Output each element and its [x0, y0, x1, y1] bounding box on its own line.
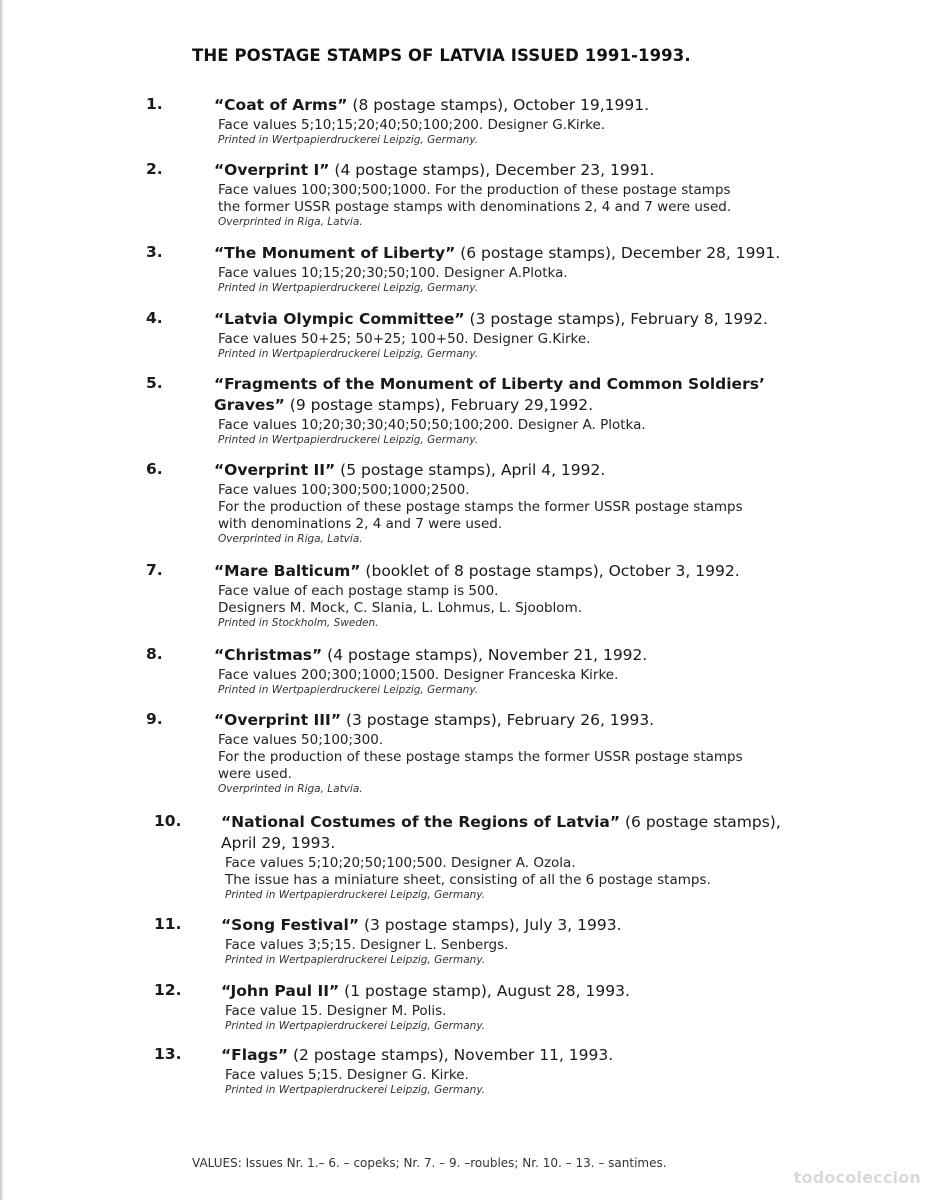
issue-heading [190, 95, 649, 116]
issue-number: 1. [146, 95, 163, 113]
issue-title: “The Monument of Liberty” [214, 244, 456, 262]
printed-location: Printed in Wertpapierdruckerei Leipzig, Germany. [225, 1020, 486, 1032]
issue-heading [197, 1045, 613, 1066]
issue-details: (3 postage stamps), February 8, 1992. [464, 310, 768, 328]
issue-title-continued: Graves” [214, 396, 285, 414]
issue-description-line: Face values 5;10;15;20;40;50;100;200. Designer G.Kirke. [218, 117, 606, 133]
issue-title: “Fragments of the Monument of Liberty and Common Soldiers’ [214, 375, 765, 393]
issue-heading [190, 561, 740, 582]
issue-heading [197, 915, 622, 936]
printed-location: Printed in Stockholm, Sweden. [218, 617, 379, 629]
issue-heading [190, 309, 768, 330]
issue-number: 13. [154, 1045, 182, 1063]
issue-title: “John Paul II” [221, 982, 340, 1000]
printed-location: Printed in Wertpapierdruckerei Leipzig, Germany. [218, 684, 479, 696]
issue-description-line: Face values 50;100;300. [218, 732, 384, 748]
issue-description-line: For the production of these postage stamps the former USSR postage stamps [218, 749, 743, 765]
issue-description-line: Face values 50+25; 50+25; 100+50. Designer G.Kirke. [218, 331, 591, 347]
issue-title: “Coat of Arms” [214, 96, 348, 114]
issue-title: “Mare Balticum” [214, 562, 361, 580]
issue-title: “National Costumes of the Regions of Latvia” [221, 813, 621, 831]
printed-location: Printed in Wertpapierdruckerei Leipzig, Germany. [218, 348, 479, 360]
issue-heading [197, 981, 630, 1002]
issue-number: 4. [146, 309, 163, 327]
issue-number: 7. [146, 561, 163, 579]
issue-details: (4 postage stamps), December 23, 1991. [329, 161, 655, 179]
issue-description-line: Face values 200;300;1000;1500. Designer Franceska Kirke. [218, 667, 619, 683]
issue-title: “Overprint I” [214, 161, 330, 179]
issue-description-line: were used. [218, 766, 292, 782]
issue-description-line: Face values 5;10;20;50;100;500. Designer A. Ozola. [225, 855, 576, 871]
issue-title: “Overprint II” [214, 461, 336, 479]
issue-details-continued: April 29, 1993. [221, 834, 336, 852]
issue-number: 8. [146, 645, 163, 663]
issue-heading [190, 243, 780, 264]
issue-description-line: Face values 5;15. Designer G. Kirke. [225, 1067, 469, 1083]
page-edge-shadow [0, 0, 4, 1200]
issue-heading [190, 645, 647, 666]
printed-location: Overprinted in Riga, Latvia. [218, 216, 363, 228]
printed-location: Printed in Wertpapierdruckerei Leipzig, Germany. [225, 1084, 486, 1096]
issue-heading-continued [214, 395, 593, 416]
issue-number: 11. [154, 915, 182, 933]
issue-description-line: Face values 100;300;500;1000;2500. [218, 482, 470, 498]
issue-details: (8 postage stamps), October 19,1991. [347, 96, 650, 114]
issue-details: (1 postage stamp), August 28, 1993. [339, 982, 630, 1000]
printed-location: Printed in Wertpapierdruckerei Leipzig, Germany. [225, 889, 486, 901]
printed-location: Overprinted in Riga, Latvia. [218, 783, 363, 795]
issue-title: “Latvia Olympic Committee” [214, 310, 465, 328]
page-title: THE POSTAGE STAMPS OF LATVIA ISSUED 1991-1993. [192, 46, 691, 65]
printed-location: Printed in Wertpapierdruckerei Leipzig, Germany. [225, 954, 486, 966]
printed-location: Printed in Wertpapierdruckerei Leipzig, Germany. [218, 434, 479, 446]
issue-details: (3 postage stamps), July 3, 1993. [359, 916, 622, 934]
watermark-logo: todocoleccion [793, 1168, 921, 1187]
issue-number: 5. [146, 374, 163, 392]
issue-details: (6 postage stamps), [620, 813, 781, 831]
issue-details: (5 postage stamps), April 4, 1992. [335, 461, 606, 479]
issue-heading [190, 374, 765, 395]
issue-title: “Song Festival” [221, 916, 360, 934]
issue-details: (booklet of 8 postage stamps), October 3, 1992. [360, 562, 740, 580]
printed-location: Printed in Wertpapierdruckerei Leipzig, Germany. [218, 282, 479, 294]
issue-heading [190, 160, 654, 181]
values-footnote: VALUES: Issues Nr. 1.– 6. – copeks; Nr. 7. – 9. –roubles; Nr. 10. – 13. – santimes. [192, 1156, 667, 1170]
issue-heading [197, 812, 781, 833]
issue-heading-continued [221, 833, 335, 854]
issue-description-line: Face value of each postage stamp is 500. [218, 583, 499, 599]
issue-details: (2 postage stamps), November 11, 1993. [288, 1046, 614, 1064]
issue-title: “Christmas” [214, 646, 323, 664]
issue-number: 9. [146, 710, 163, 728]
issue-details: (3 postage stamps), February 26, 1993. [341, 711, 655, 729]
issue-description-line: the former USSR postage stamps with denominations 2, 4 and 7 were used. [218, 199, 732, 215]
printed-location: Printed in Wertpapierdruckerei Leipzig, Germany. [218, 134, 479, 146]
issue-details: (4 postage stamps), November 21, 1992. [322, 646, 648, 664]
issue-description-line: Face values 100;300;500;1000. For the production of these postage stamps [218, 182, 731, 198]
issue-description-line: Face value 15. Designer M. Polis. [225, 1003, 447, 1019]
issue-description-line: with denominations 2, 4 and 7 were used. [218, 516, 503, 532]
issue-heading [190, 460, 605, 481]
issue-number: 3. [146, 243, 163, 261]
issue-details: (6 postage stamps), December 28, 1991. [455, 244, 781, 262]
issue-description-line: Face values 3;5;15. Designer L. Senbergs. [225, 937, 509, 953]
issue-description-line: For the production of these postage stamps the former USSR postage stamps [218, 499, 743, 515]
issue-number: 12. [154, 981, 182, 999]
issue-number: 10. [154, 812, 182, 830]
issue-description-line: Designers M. Mock, C. Slania, L. Lohmus, L. Sjooblom. [218, 600, 583, 616]
issue-description-line: Face values 10;20;30;30;40;50;50;100;200. Designer A. Plotka. [218, 417, 646, 433]
issue-description-line: The issue has a miniature sheet, consisting of all the 6 postage stamps. [225, 872, 711, 888]
issue-number: 2. [146, 160, 163, 178]
issue-title: “Overprint III” [214, 711, 342, 729]
printed-location: Overprinted in Riga, Latvia. [218, 533, 363, 545]
issue-details-continued: (9 postage stamps), February 29,1992. [284, 396, 594, 414]
issue-heading [190, 710, 654, 731]
issue-title: “Flags” [221, 1046, 289, 1064]
issue-number: 6. [146, 460, 163, 478]
issue-description-line: Face values 10;15;20;30;50;100. Designer A.Plotka. [218, 265, 568, 281]
